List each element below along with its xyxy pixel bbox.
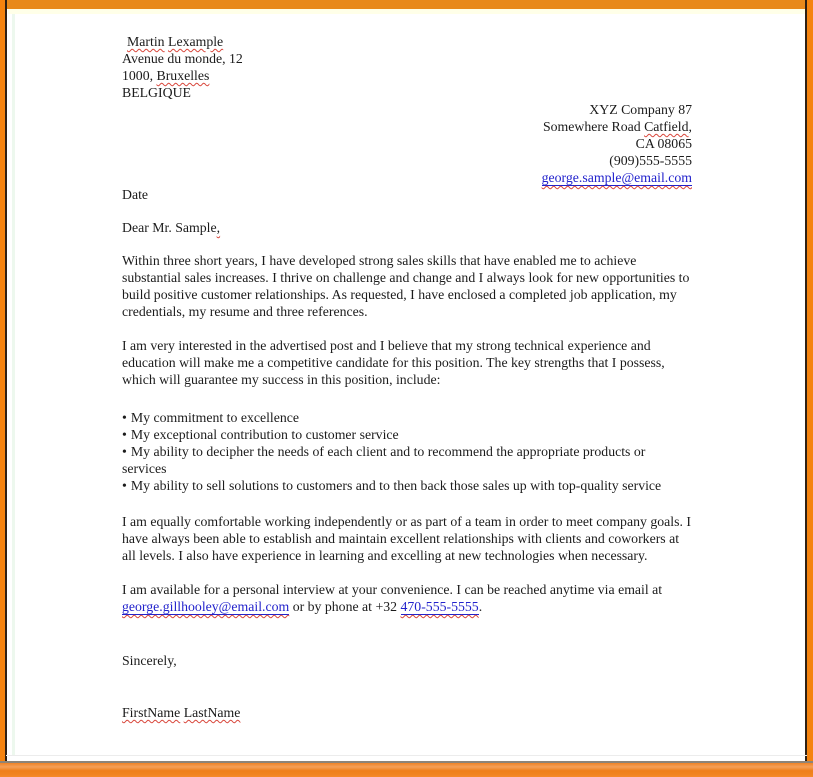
recipient-street: Somewhere Road (542, 119, 645, 134)
bullet-icon: • (122, 410, 127, 425)
sender-first-name: Martin (127, 34, 165, 49)
sender-city-line (122, 67, 692, 84)
sender-block (122, 33, 692, 101)
frame-right-bar (807, 0, 813, 777)
recipient-block (122, 101, 692, 186)
bullet-item (122, 409, 692, 426)
salutation-comma: , (216, 220, 221, 235)
bullet-text: My ability to decipher the needs of each client and to recommend the appropriate products or services (122, 444, 646, 476)
bullet-item (122, 477, 692, 494)
frame-left-inner-line (5, 0, 7, 777)
cover-letter-page (122, 30, 692, 721)
frame-top-bar (0, 0, 813, 9)
recipient-phone: (909)555-5555 (609, 153, 692, 168)
paragraph-2: I am very interested in the advertised post and I believe that my strong technical experience and education will make me a competitive candidate for this position. The key strengths that I possess, which will guarantee my success in this position, include: (122, 338, 665, 387)
sender-postal-code: 1000, (122, 68, 157, 83)
signature-last-name: LastName (183, 705, 241, 720)
frame-right-inner-line (805, 0, 807, 777)
paragraph-1: Within three short years, I have developed strong sales skills that have enabled me to achieve substantial sales increases. I thrive on challenge and change and I always look for new opportunities to build positive customer relationships. As requested, I have enclosed a completed job application, my credentials, my resume and three references. (122, 253, 690, 319)
salutation (122, 219, 692, 236)
paragraph-4-text-3: . (478, 599, 483, 614)
strengths-bullet-list (122, 409, 692, 494)
date-line: Date (122, 187, 149, 202)
salutation-text: Dear Mr. Sample (122, 220, 217, 235)
paragraph-4-text-2: or by phone at +32 (289, 599, 401, 614)
sender-street: Avenue du monde, 12 (122, 51, 243, 66)
recipient-street-comma: , (688, 119, 692, 134)
recipient-street-line (122, 118, 692, 135)
paragraph-4-text-1: I am available for a personal interview at your convenience. I can be reached anytime via email at (122, 582, 663, 597)
frame-bottom-light-line (6, 755, 807, 756)
sender-city: Bruxelles (156, 68, 210, 83)
bullet-icon: • (122, 478, 127, 493)
frame-bottom-bar (0, 763, 813, 777)
bullet-item (122, 443, 692, 477)
signature-line (122, 704, 692, 721)
bullet-text: My ability to sell solutions to customers and to then back those sales up with top-quality service (130, 478, 662, 493)
recipient-street-city: Catfield (644, 119, 689, 134)
frame-top-tint (8, 9, 805, 14)
bullet-icon: • (122, 444, 127, 459)
closing-line: Sincerely, (122, 653, 177, 668)
contact-phone-link[interactable]: 470-555-5555 (400, 599, 479, 614)
paragraph-3: I am equally comfortable working independently or as part of a team in order to meet company goals. I have always been able to establish and maintain excellent relationships with clients and coworkers at all levels. I also have experience in learning and excelling at new technologies when necessary. (122, 514, 691, 563)
recipient-company: XYZ Company 87 (589, 102, 692, 117)
sender-last-name: Lexample (168, 34, 224, 49)
recipient-email-link[interactable]: george.sample@email.com (541, 170, 692, 185)
bullet-icon: • (122, 427, 127, 442)
bullet-text: My exceptional contribution to customer service (130, 427, 399, 442)
sender-country: BELGIQUE (122, 85, 191, 100)
sender-name-line (122, 33, 692, 50)
bullet-text: My commitment to excellence (130, 410, 300, 425)
paragraph-4 (122, 581, 692, 615)
bullet-item (122, 426, 692, 443)
frame-left-tint (12, 14, 15, 755)
signature-first-name: FirstName (122, 705, 181, 720)
recipient-email-line (122, 169, 692, 186)
contact-email-link[interactable]: george.gillhooley@email.com (122, 599, 290, 614)
recipient-city-state: CA 08065 (635, 136, 692, 151)
